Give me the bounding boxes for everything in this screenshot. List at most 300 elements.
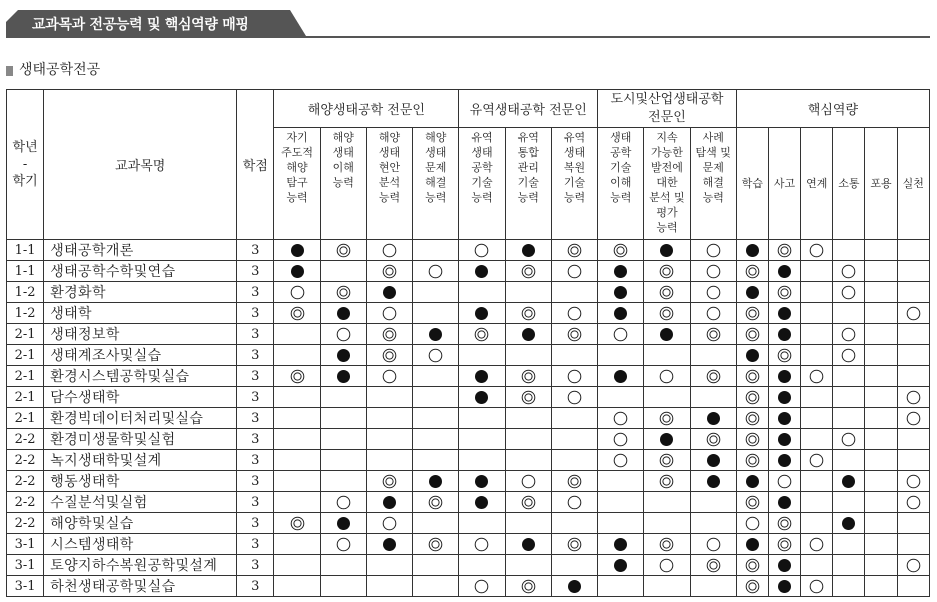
mapping-cell <box>505 576 551 597</box>
mapping-cell <box>897 429 929 450</box>
mapping-cell <box>690 387 736 408</box>
table-row <box>7 408 930 429</box>
double-circle-icon <box>567 537 582 552</box>
mapping-cell <box>459 345 505 366</box>
table-row <box>7 324 930 345</box>
course-cell: 생태공학수학및연습 <box>44 261 237 282</box>
open-circle-icon <box>613 327 628 342</box>
open-circle-icon <box>659 558 674 573</box>
mapping-cell <box>551 450 597 471</box>
semester-cell: 2-1 <box>7 387 44 408</box>
mapping-cell <box>320 240 366 261</box>
filled-circle-icon <box>613 369 628 384</box>
double-circle-icon <box>777 516 792 531</box>
credit-cell: 3 <box>237 324 274 345</box>
filled-circle-icon <box>613 306 628 321</box>
mapping-cell <box>551 429 597 450</box>
mapping-cell <box>598 282 644 303</box>
mapping-cell <box>736 261 768 282</box>
mapping-cell <box>833 366 865 387</box>
semester-header <box>7 90 44 240</box>
double-circle-icon <box>706 327 721 342</box>
filled-circle-icon <box>290 243 305 258</box>
course-cell: 행동생태학 <box>44 471 237 492</box>
double-circle-icon <box>777 348 792 363</box>
double-circle-icon <box>745 579 760 594</box>
mapping-cell <box>551 492 597 513</box>
course-cell: 담수생태학 <box>44 387 237 408</box>
double-circle-icon <box>745 495 760 510</box>
mapping-cell <box>413 282 459 303</box>
mapping-cell <box>736 240 768 261</box>
mapping-cell <box>865 387 897 408</box>
sub-header-label: 해양 생태 이해 능력 <box>332 131 354 189</box>
sub-header-label: 사례 탐색 및 문제 해결 능력 <box>695 131 731 204</box>
mapping-cell <box>274 513 320 534</box>
mapping-cell <box>897 366 929 387</box>
double-circle-icon <box>745 558 760 573</box>
mapping-cell <box>320 324 366 345</box>
double-circle-icon <box>382 327 397 342</box>
mapping-cell <box>274 366 320 387</box>
mapping-cell <box>598 471 644 492</box>
sub-header-label: 자기 주도적 해양 탐구 능력 <box>281 131 313 204</box>
filled-circle-icon <box>428 327 443 342</box>
filled-circle-icon <box>777 495 792 510</box>
mapping-cell <box>833 303 865 324</box>
mapping-cell <box>865 345 897 366</box>
double-circle-icon <box>745 411 760 426</box>
open-circle-icon <box>777 474 792 489</box>
mapping-cell <box>801 555 833 576</box>
credit-cell: 3 <box>237 303 274 324</box>
mapping-cell <box>505 534 551 555</box>
double-circle-icon <box>745 453 760 468</box>
mapping-cell <box>274 387 320 408</box>
mapping-cell <box>551 555 597 576</box>
double-circle-icon <box>659 474 674 489</box>
mapping-cell <box>801 408 833 429</box>
open-circle-icon <box>706 243 721 258</box>
semester-header-label: 학년 - 학기 <box>12 140 38 189</box>
mapping-cell <box>897 576 929 597</box>
mapping-cell <box>865 576 897 597</box>
filled-circle-icon <box>777 327 792 342</box>
mapping-cell <box>366 492 412 513</box>
mapping-cell <box>505 282 551 303</box>
open-circle-icon <box>290 285 305 300</box>
double-circle-icon <box>382 348 397 363</box>
filled-circle-icon <box>706 453 721 468</box>
sub-header-label: 유역 생태 공학 기술 능력 <box>471 131 493 204</box>
mapping-cell <box>459 576 505 597</box>
open-circle-icon <box>336 327 351 342</box>
sub-header-1-2 <box>551 128 597 240</box>
mapping-cell <box>736 408 768 429</box>
mapping-cell <box>690 303 736 324</box>
credit-cell: 3 <box>237 513 274 534</box>
course-cell: 하천생태공학및실습 <box>44 576 237 597</box>
open-circle-icon <box>809 369 824 384</box>
mapping-cell <box>865 324 897 345</box>
double-circle-icon <box>336 243 351 258</box>
group-header-marine: 해양생태공학 전문인 <box>274 90 459 128</box>
mapping-cell <box>768 576 800 597</box>
double-circle-icon <box>567 474 582 489</box>
filled-circle-icon <box>659 243 674 258</box>
mapping-cell <box>768 534 800 555</box>
semester-cell: 1-1 <box>7 261 44 282</box>
mapping-cell <box>505 429 551 450</box>
mapping-cell <box>413 492 459 513</box>
mapping-cell <box>801 534 833 555</box>
mapping-cell <box>801 387 833 408</box>
double-circle-icon <box>290 516 305 531</box>
group-header-core: 핵심역량 <box>736 90 929 128</box>
semester-cell: 2-1 <box>7 345 44 366</box>
double-circle-icon <box>745 432 760 447</box>
table-row <box>7 303 930 324</box>
mapping-cell <box>320 387 366 408</box>
section-heading <box>6 60 100 78</box>
mapping-cell <box>366 261 412 282</box>
mapping-cell <box>551 534 597 555</box>
mapping-cell <box>505 345 551 366</box>
mapping-cell <box>690 324 736 345</box>
mapping-cell <box>736 534 768 555</box>
open-circle-icon <box>706 285 721 300</box>
mapping-cell <box>366 324 412 345</box>
mapping-cell <box>865 534 897 555</box>
mapping-cell <box>644 282 690 303</box>
mapping-cell <box>320 450 366 471</box>
mapping-cell <box>551 240 597 261</box>
mapping-cell <box>801 450 833 471</box>
semester-cell: 2-2 <box>7 450 44 471</box>
mapping-cell <box>366 282 412 303</box>
mapping-cell <box>413 576 459 597</box>
course-cell: 환경미생물학및실험 <box>44 429 237 450</box>
open-circle-icon <box>745 516 760 531</box>
table-row <box>7 345 930 366</box>
table-row <box>7 471 930 492</box>
table-row <box>7 534 930 555</box>
mapping-cell <box>551 408 597 429</box>
mapping-cell <box>413 555 459 576</box>
mapping-cell <box>897 492 929 513</box>
mapping-cell <box>768 408 800 429</box>
mapping-cell <box>736 345 768 366</box>
filled-circle-icon <box>745 285 760 300</box>
filled-circle-icon <box>521 537 536 552</box>
filled-circle-icon <box>336 306 351 321</box>
filled-circle-icon <box>777 369 792 384</box>
mapping-cell <box>865 240 897 261</box>
double-circle-icon <box>706 369 721 384</box>
table-row <box>7 576 930 597</box>
mapping-cell <box>320 408 366 429</box>
mapping-cell <box>833 555 865 576</box>
mapping-cell <box>801 492 833 513</box>
sub-header-0-0 <box>274 128 320 240</box>
mapping-cell <box>644 324 690 345</box>
credit-cell: 3 <box>237 387 274 408</box>
open-circle-icon <box>659 369 674 384</box>
open-circle-icon <box>382 306 397 321</box>
table-row <box>7 513 930 534</box>
mapping-cell <box>768 303 800 324</box>
mapping-cell <box>413 240 459 261</box>
sub-header-0-1 <box>320 128 366 240</box>
mapping-cell <box>366 450 412 471</box>
mapping-cell <box>897 471 929 492</box>
mapping-cell <box>736 324 768 345</box>
double-circle-icon <box>521 390 536 405</box>
mapping-cell <box>366 471 412 492</box>
double-circle-icon <box>745 390 760 405</box>
double-circle-icon <box>659 285 674 300</box>
double-circle-icon <box>290 369 305 384</box>
mapping-cell <box>320 513 366 534</box>
filled-circle-icon <box>428 474 443 489</box>
double-circle-icon <box>382 264 397 279</box>
open-circle-icon <box>567 264 582 279</box>
open-circle-icon <box>474 537 489 552</box>
filled-circle-icon <box>745 243 760 258</box>
mapping-cell <box>598 240 644 261</box>
credit-cell: 3 <box>237 408 274 429</box>
credit-cell: 3 <box>237 345 274 366</box>
mapping-cell <box>644 534 690 555</box>
mapping-cell <box>459 408 505 429</box>
filled-circle-icon <box>777 411 792 426</box>
filled-circle-icon <box>777 579 792 594</box>
mapping-cell <box>413 324 459 345</box>
mapping-cell <box>644 387 690 408</box>
competency-mapping-table <box>6 89 930 597</box>
mapping-cell <box>459 555 505 576</box>
mapping-cell <box>833 282 865 303</box>
mapping-cell <box>897 408 929 429</box>
open-circle-icon <box>428 348 443 363</box>
mapping-cell <box>897 387 929 408</box>
mapping-cell <box>865 366 897 387</box>
double-circle-icon <box>659 537 674 552</box>
sub-header-1-1 <box>505 128 551 240</box>
mapping-cell <box>551 282 597 303</box>
table-row <box>7 387 930 408</box>
mapping-cell <box>801 471 833 492</box>
open-circle-icon <box>567 390 582 405</box>
filled-circle-icon <box>659 327 674 342</box>
mapping-cell <box>865 555 897 576</box>
sub-header-label: 유역 생태 복원 기술 능력 <box>563 131 586 204</box>
filled-circle-icon <box>777 264 792 279</box>
mapping-cell <box>736 492 768 513</box>
mapping-cell <box>644 408 690 429</box>
mapping-cell <box>413 450 459 471</box>
mapping-cell <box>320 576 366 597</box>
mapping-cell <box>897 303 929 324</box>
mapping-cell <box>833 261 865 282</box>
mapping-cell <box>897 450 929 471</box>
mapping-cell <box>690 534 736 555</box>
mapping-cell <box>598 534 644 555</box>
mapping-cell <box>598 366 644 387</box>
mapping-cell <box>833 324 865 345</box>
mapping-cell <box>736 387 768 408</box>
mapping-cell <box>690 450 736 471</box>
filled-circle-icon <box>777 390 792 405</box>
mapping-cell <box>459 261 505 282</box>
mapping-cell <box>768 513 800 534</box>
mapping-cell <box>736 450 768 471</box>
credit-cell: 3 <box>237 366 274 387</box>
open-circle-icon <box>706 306 721 321</box>
mapping-cell <box>598 450 644 471</box>
filled-circle-icon <box>706 474 721 489</box>
double-circle-icon <box>290 306 305 321</box>
double-circle-icon <box>659 264 674 279</box>
mapping-cell <box>366 534 412 555</box>
filled-circle-icon <box>521 327 536 342</box>
semester-cell: 3-1 <box>7 555 44 576</box>
credit-cell: 3 <box>237 261 274 282</box>
double-circle-icon <box>706 558 721 573</box>
course-header: 교과목명 <box>44 90 237 240</box>
mapping-cell <box>801 513 833 534</box>
mapping-cell <box>274 408 320 429</box>
mapping-cell <box>644 429 690 450</box>
open-circle-icon <box>841 264 856 279</box>
mapping-cell <box>865 513 897 534</box>
mapping-cell <box>366 240 412 261</box>
table-row <box>7 366 930 387</box>
filled-circle-icon <box>745 474 760 489</box>
double-circle-icon <box>745 306 760 321</box>
mapping-cell <box>320 492 366 513</box>
mapping-cell <box>736 471 768 492</box>
semester-cell: 2-1 <box>7 366 44 387</box>
mapping-cell <box>598 513 644 534</box>
mapping-cell <box>690 429 736 450</box>
open-circle-icon <box>706 537 721 552</box>
mapping-cell <box>459 366 505 387</box>
mapping-cell <box>459 450 505 471</box>
filled-circle-icon <box>777 306 792 321</box>
credit-cell: 3 <box>237 240 274 261</box>
mapping-cell <box>598 429 644 450</box>
group-header-watershed: 유역생태공학 전문인 <box>459 90 598 128</box>
group-header-urban <box>598 90 737 128</box>
mapping-cell <box>801 576 833 597</box>
mapping-cell <box>320 366 366 387</box>
open-circle-icon <box>809 453 824 468</box>
filled-circle-icon <box>336 369 351 384</box>
mapping-cell <box>551 345 597 366</box>
double-circle-icon <box>745 264 760 279</box>
mapping-cell <box>551 261 597 282</box>
mapping-cell <box>865 450 897 471</box>
sub-header-label: 학습 <box>741 177 764 190</box>
mapping-cell <box>598 303 644 324</box>
open-circle-icon <box>382 516 397 531</box>
mapping-cell <box>690 471 736 492</box>
semester-cell: 2-2 <box>7 513 44 534</box>
open-circle-icon <box>613 411 628 426</box>
mapping-cell <box>274 303 320 324</box>
filled-circle-icon <box>382 495 397 510</box>
mapping-cell <box>833 492 865 513</box>
mapping-cell <box>690 261 736 282</box>
mapping-cell <box>801 303 833 324</box>
mapping-cell <box>690 513 736 534</box>
open-circle-icon <box>906 390 921 405</box>
mapping-cell <box>505 261 551 282</box>
mapping-cell <box>644 450 690 471</box>
mapping-cell <box>736 429 768 450</box>
filled-circle-icon <box>706 411 721 426</box>
mapping-cell <box>505 303 551 324</box>
mapping-cell <box>320 261 366 282</box>
course-cell: 환경화학 <box>44 282 237 303</box>
mapping-cell <box>644 303 690 324</box>
open-circle-icon <box>706 264 721 279</box>
course-cell: 생태정보학 <box>44 324 237 345</box>
section-title: 생태공학전공 <box>19 62 101 78</box>
mapping-cell <box>274 492 320 513</box>
sub-header-3-4 <box>865 128 897 240</box>
open-circle-icon <box>382 243 397 258</box>
sub-header-0-2 <box>366 128 412 240</box>
filled-circle-icon <box>336 348 351 363</box>
mapping-cell <box>459 240 505 261</box>
mapping-cell <box>690 366 736 387</box>
double-circle-icon <box>706 432 721 447</box>
double-circle-icon <box>521 306 536 321</box>
mapping-cell <box>865 261 897 282</box>
mapping-cell <box>644 261 690 282</box>
open-circle-icon <box>906 306 921 321</box>
filled-circle-icon <box>474 390 489 405</box>
semester-cell: 1-1 <box>7 240 44 261</box>
open-circle-icon <box>613 432 628 447</box>
open-circle-icon <box>521 474 536 489</box>
mapping-cell <box>551 513 597 534</box>
mapping-cell <box>801 345 833 366</box>
mapping-cell <box>690 282 736 303</box>
mapping-cell <box>833 429 865 450</box>
filled-circle-icon <box>613 285 628 300</box>
mapping-cell <box>459 492 505 513</box>
mapping-cell <box>736 576 768 597</box>
sub-header-label: 포용 <box>870 177 892 190</box>
mapping-cell <box>320 555 366 576</box>
mapping-cell <box>644 555 690 576</box>
mapping-cell <box>505 471 551 492</box>
mapping-cell <box>736 555 768 576</box>
sub-header-label: 유역 통합 관리 기술 능력 <box>517 131 539 204</box>
mapping-cell <box>768 240 800 261</box>
table-row <box>7 240 930 261</box>
mapping-cell <box>768 492 800 513</box>
credit-cell: 3 <box>237 471 274 492</box>
mapping-cell <box>320 345 366 366</box>
semester-cell: 3-1 <box>7 534 44 555</box>
table-row <box>7 492 930 513</box>
mapping-cell <box>598 408 644 429</box>
banner-title: 교과목과 전공능력 및 핵심역량 매핑 <box>32 17 249 33</box>
